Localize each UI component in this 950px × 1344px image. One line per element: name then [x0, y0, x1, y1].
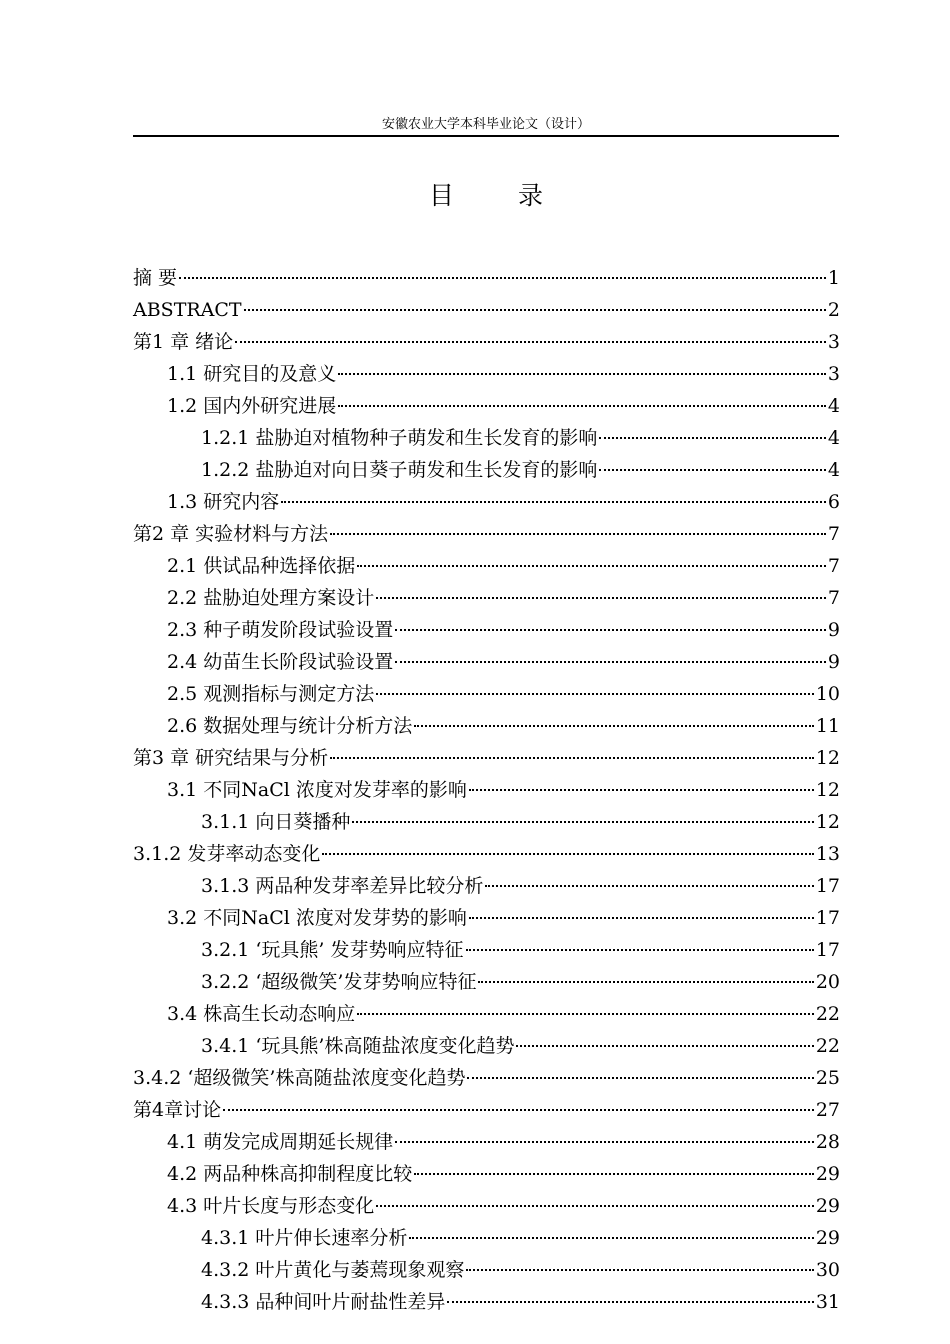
toc-dot-leader: [376, 692, 814, 695]
toc-entry-title: 3.4.1 ‘玩具熊’株高随盐浓度变化趋势: [201, 1035, 515, 1057]
toc-dot-leader: [467, 1076, 813, 1079]
toc-dot-leader: [409, 1236, 813, 1239]
toc-dot-leader: [478, 980, 813, 983]
toc-page-number: 3: [827, 331, 840, 353]
toc-entry-title: 3.4.2 ‘超级微笑’株高随盐浓度变化趋势: [133, 1067, 466, 1089]
toc-entry[interactable]: [133, 262, 840, 294]
toc-page-number: 20: [815, 971, 840, 993]
toc-dot-leader: [338, 404, 826, 407]
toc-page-number: 12: [815, 747, 840, 769]
toc-dot-leader: [599, 436, 826, 439]
toc-page-number: 4: [827, 459, 840, 481]
toc-entry-title: 1.2 国内外研究进展: [167, 395, 337, 417]
toc-page-number: 31: [815, 1291, 840, 1313]
toc-entry-title: 1.2.2 盐胁迫对向日葵子萌发和生长发育的影响: [201, 459, 598, 481]
toc-entry[interactable]: [133, 966, 840, 998]
toc-entry-title: 3.2 不同NaCl 浓度对发芽势的影响: [167, 907, 467, 929]
toc-entry-title: 4.2 两品种株高抑制程度比较: [167, 1163, 413, 1185]
toc-page-number: 17: [815, 939, 840, 961]
toc-entry-title: 1.3 研究内容: [167, 491, 280, 513]
toc-entry-title: 3.1.2 发芽率动态变化: [133, 843, 321, 865]
toc-entry-title: 2.3 种子萌发阶段试验设置: [167, 619, 394, 641]
toc-page-number: 13: [815, 843, 840, 865]
toc-page-number: 7: [827, 555, 840, 577]
toc-entry[interactable]: [133, 582, 840, 614]
toc-entry-title: 第1 章 绪论: [133, 331, 234, 353]
toc-dot-leader: [395, 660, 826, 663]
toc-page-number: 29: [815, 1227, 840, 1249]
toc-entry[interactable]: [133, 774, 840, 806]
toc-dot-leader: [447, 1300, 813, 1303]
toc-dot-leader: [466, 1268, 813, 1271]
toc-dot-leader: [281, 500, 826, 503]
toc-dot-leader: [330, 532, 826, 535]
toc-entry-title: 2.5 观测指标与测定方法: [167, 683, 375, 705]
toc-entry[interactable]: [133, 1286, 840, 1318]
toc-entry-title: 4.3.3 品种间叶片耐盐性差异: [201, 1291, 446, 1313]
toc-dot-leader: [322, 852, 813, 855]
toc-dot-leader: [357, 564, 826, 567]
toc-page-number: 3: [827, 363, 840, 385]
toc-entry[interactable]: [133, 998, 840, 1030]
toc-entry[interactable]: [133, 1222, 840, 1254]
toc-page-number: 17: [815, 875, 840, 897]
toc-entry[interactable]: [133, 1126, 840, 1158]
toc-page-number: 22: [815, 1003, 840, 1025]
toc-page-number: 30: [815, 1259, 840, 1281]
toc-entry[interactable]: [133, 1030, 840, 1062]
table-of-contents: [133, 262, 840, 1318]
toc-entry-title: 3.1 不同NaCl 浓度对发芽率的影响: [167, 779, 467, 801]
toc-entry-title: ABSTRACT: [133, 299, 242, 321]
toc-entry-title: 第4章讨论: [133, 1099, 222, 1121]
toc-entry-title: 1.1 研究目的及意义: [167, 363, 337, 385]
toc-entry[interactable]: [133, 1062, 840, 1094]
toc-entry-title: 第2 章 实验材料与方法: [133, 523, 329, 545]
toc-page-number: 27: [815, 1099, 840, 1121]
toc-page-number: 2: [827, 299, 840, 321]
toc-dot-leader: [244, 308, 826, 311]
toc-entry-title: 2.6 数据处理与统计分析方法: [167, 715, 413, 737]
toc-dot-leader: [485, 884, 813, 887]
toc-page-number: 12: [815, 811, 840, 833]
toc-entry[interactable]: [133, 678, 840, 710]
toc-page-number: 28: [815, 1131, 840, 1153]
toc-page-number: 6: [827, 491, 840, 513]
toc-page-number: 4: [827, 395, 840, 417]
toc-entry-title: 4.3.2 叶片黄化与萎蔫现象观察: [201, 1259, 465, 1281]
toc-entry-title: 4.3 叶片长度与形态变化: [167, 1195, 375, 1217]
toc-dot-leader: [599, 468, 826, 471]
toc-page-number: 9: [827, 619, 840, 641]
toc-dot-leader: [414, 724, 814, 727]
toc-entry-title: 2.2 盐胁迫处理方案设计: [167, 587, 375, 609]
toc-dot-leader: [330, 756, 814, 759]
toc-entry-title: 3.4 株高生长动态响应: [167, 1003, 356, 1025]
page-title: 目 录: [429, 181, 571, 210]
toc-page-number: 12: [815, 779, 840, 801]
toc-dot-leader: [235, 340, 826, 343]
toc-dot-leader: [469, 916, 814, 919]
toc-entry-title: 1.2.1 盐胁迫对植物种子萌发和生长发育的影响: [201, 427, 598, 449]
toc-page-number: 29: [815, 1195, 840, 1217]
toc-entry[interactable]: [133, 518, 840, 550]
toc-dot-leader: [395, 628, 826, 631]
toc-dot-leader: [414, 1172, 814, 1175]
toc-dot-leader: [469, 788, 814, 791]
toc-entry[interactable]: [133, 614, 840, 646]
toc-entry[interactable]: [133, 838, 840, 870]
toc-dot-leader: [338, 372, 826, 375]
toc-entry-title: 3.1.1 向日葵播种: [201, 811, 351, 833]
toc-entry[interactable]: [133, 1158, 840, 1190]
toc-page-number: 7: [827, 587, 840, 609]
toc-entry[interactable]: [133, 934, 840, 966]
toc-entry-title: 3.2.2 ‘超级微笑’发芽势响应特征: [201, 971, 477, 993]
toc-entry[interactable]: [133, 326, 840, 358]
toc-entry[interactable]: [133, 710, 840, 742]
toc-dot-leader: [516, 1044, 813, 1047]
toc-page-number: 25: [815, 1067, 840, 1089]
toc-entry-title: 2.4 幼苗生长阶段试验设置: [167, 651, 394, 673]
toc-entry[interactable]: [133, 358, 840, 390]
toc-page-number: 1: [827, 267, 840, 289]
toc-entry[interactable]: [133, 806, 840, 838]
toc-page-number: 10: [815, 683, 840, 705]
toc-entry[interactable]: [133, 550, 840, 582]
toc-entry-title: 第3 章 研究结果与分析: [133, 747, 329, 769]
toc-entry[interactable]: [133, 390, 840, 422]
toc-entry[interactable]: [133, 870, 840, 902]
toc-page-number: 22: [815, 1035, 840, 1057]
toc-page-number: 9: [827, 651, 840, 673]
toc-dot-leader: [376, 1204, 814, 1207]
toc-entry-title: 4.1 萌发完成周期延长规律: [167, 1131, 394, 1153]
toc-entry-title: 4.3.1 叶片伸长速率分析: [201, 1227, 408, 1249]
toc-dot-leader: [395, 1140, 814, 1143]
toc-entry-title: 摘 要: [133, 267, 178, 289]
toc-page-number: 11: [815, 715, 840, 737]
toc-entry[interactable]: [133, 486, 840, 518]
toc-entry-title: 2.1 供试品种选择依据: [167, 555, 356, 577]
page-header: 安徽农业大学本科毕业论文（设计）: [381, 117, 590, 132]
toc-dot-leader: [352, 820, 813, 823]
toc-dot-leader: [179, 276, 826, 279]
toc-entry[interactable]: [133, 454, 840, 486]
toc-entry-title: 3.1.3 两品种发芽率差异比较分析: [201, 875, 484, 897]
toc-entry[interactable]: [133, 742, 840, 774]
toc-page-number: 17: [815, 907, 840, 929]
toc-page-number: 7: [827, 523, 840, 545]
toc-dot-leader: [357, 1012, 814, 1015]
toc-entry[interactable]: [133, 422, 840, 454]
toc-dot-leader: [223, 1108, 814, 1111]
toc-entry[interactable]: [133, 646, 840, 678]
toc-dot-leader: [376, 596, 826, 599]
toc-page-number: 29: [815, 1163, 840, 1185]
header-rule: [133, 135, 839, 137]
toc-entry[interactable]: [133, 902, 840, 934]
toc-entry[interactable]: [133, 294, 840, 326]
toc-entry[interactable]: [133, 1094, 840, 1126]
toc-dot-leader: [466, 948, 814, 951]
toc-entry[interactable]: [133, 1254, 840, 1286]
toc-entry[interactable]: [133, 1190, 840, 1222]
toc-entry-title: 3.2.1 ‘玩具熊’ 发芽势响应特征: [201, 939, 464, 961]
toc-page-number: 4: [827, 427, 840, 449]
